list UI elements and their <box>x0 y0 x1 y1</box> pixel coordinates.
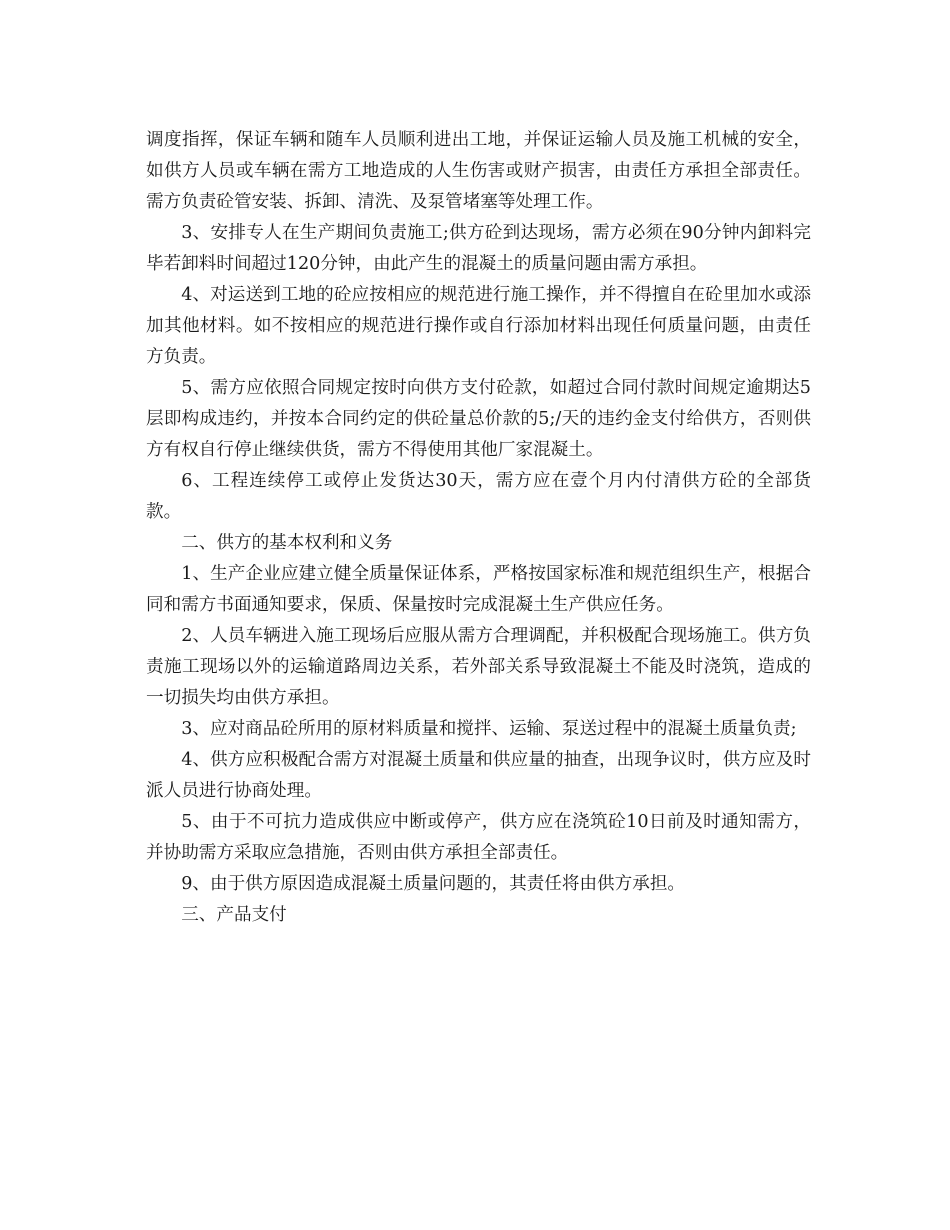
paragraph-supplier-clause-2: 2、人员车辆进入施工现场后应服从需方合理调配，并积极配合现场施工。供方负责施工现场以外的运输道路周边关系，若外部关系导致混凝土不能及时浇筑，造成的一切损失均由供方承担。 <box>146 626 811 708</box>
paragraph-clause-6-stoppage: 6、工程连续停工或停止发货达30天，需方应在壹个月内付清供方砼的全部货款。 <box>146 471 811 522</box>
document-page <box>146 125 811 931</box>
paragraph-dispatch-safety: 调度指挥，保证车辆和随车人员顺利进出工地，并保证运输人员及施工机械的安全，如供方人员或车辆在需方工地造成的人生伤害或财产损害，由责任方承担全部责任。需方负责砼管安装、拆卸、清洗、及泵管堵塞等处理工作。 <box>146 130 811 212</box>
paragraph-clause-4-construction: 4、对运送到工地的砼应按相应的规范进行施工操作，并不得擅自在砼里加水或添加其他材料。如不按相应的规范进行操作或自行添加材料出现任何质量问题，由责任方负责。 <box>146 285 811 367</box>
paragraph-supplier-clause-9: 9、由于供方原因造成混凝土质量问题的，其责任将由供方承担。 <box>181 874 686 894</box>
paragraph-clause-5-payment: 5、需方应依照合同规定按时向供方支付砼款，如超过合同付款时间规定逾期达5层即构成违约，并按本合同约定的供砼量总价款的5;/天的违约金支付给供方，否则供方有权自行停止继续供货，需方不得使用其他厂家混凝土。 <box>146 378 811 460</box>
paragraph-supplier-clause-3: 3、应对商品砼所用的原材料质量和搅拌、运输、泵送过程中的混凝土质量负责; <box>181 719 797 739</box>
paragraph-clause-3-unloading: 3、安排专人在生产期间负责施工;供方砼到达现场，需方必须在90分钟内卸料完毕若卸料时间超过120分钟，由此产生的混凝土的质量问题由需方承担。 <box>146 223 811 274</box>
section-heading-supplier-rights: 二、供方的基本权利和义务 <box>181 533 393 553</box>
paragraph-supplier-clause-5: 5、由于不可抗力造成供应中断或停产，供方应在浇筑砼10日前及时通知需方，并协助需方采取应急措施，否则由供方承担全部责任。 <box>146 812 811 863</box>
section-heading-product-payment: 三、产品支付 <box>181 905 287 925</box>
paragraph-supplier-clause-4: 4、供方应积极配合需方对混凝土质量和供应量的抽查，出现争议时，供方应及时派人员进行协商处理。 <box>146 750 811 801</box>
paragraph-supplier-clause-1: 1、生产企业应建立健全质量保证体系，严格按国家标准和规范组织生产，根据合同和需方书面通知要求，保质、保量按时完成混凝土生产供应任务。 <box>146 564 811 615</box>
